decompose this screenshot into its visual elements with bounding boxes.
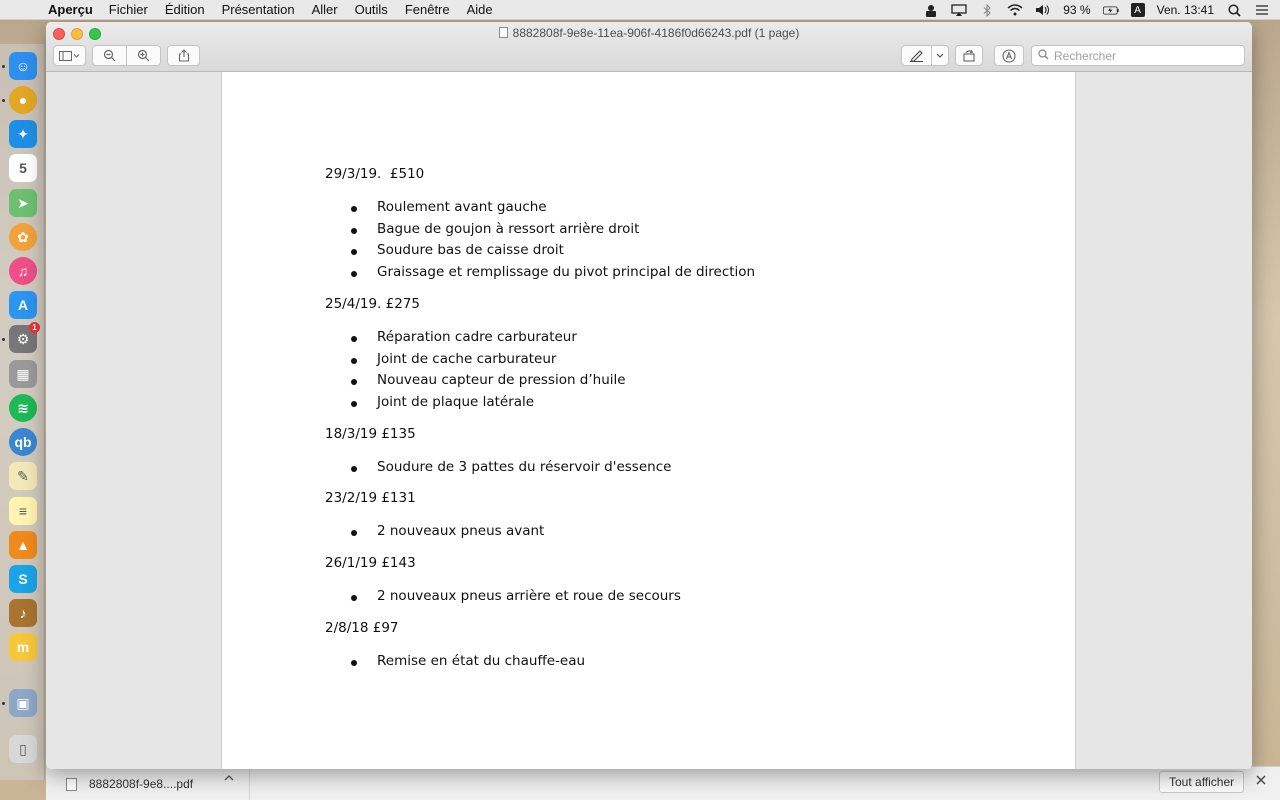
markup-pen-button[interactable] [902, 46, 931, 65]
entry-date-amount: 29/3/19. £510 [325, 166, 425, 182]
photos-icon-glyph: ✿ [17, 228, 29, 245]
running-indicator [2, 65, 5, 68]
menu-aller[interactable]: Aller [311, 2, 338, 17]
title-bar [46, 22, 1252, 72]
wifi-icon[interactable] [1007, 4, 1023, 17]
repair-item: Soudure bas de caisse droit [377, 242, 564, 259]
search-field[interactable] [1031, 45, 1245, 66]
chevron-up-icon[interactable] [224, 772, 234, 784]
menu-list-icon[interactable] [1254, 4, 1270, 17]
garageband-icon-glyph: ♪ [19, 605, 27, 621]
bullet-point [351, 466, 357, 472]
downloads-divider [249, 767, 250, 800]
system-preferences-icon[interactable] [9, 325, 37, 353]
repair-item: Remise en état du chauffe-eau [377, 652, 586, 669]
window-title-text: 8882808f-9e8e-11ea-906f-4186f0d66243.pdf (1 page) [512, 26, 800, 40]
safari-icon[interactable] [9, 120, 37, 148]
user-lock-icon[interactable] [923, 4, 939, 17]
mail-app-icon-glyph: m [16, 639, 30, 655]
safari-icon-glyph: ✦ [17, 125, 29, 142]
skype-icon-glyph: S [18, 571, 28, 587]
running-indicator [2, 338, 5, 341]
repair-item: Bague de goujon à ressort arrière droit [377, 220, 640, 237]
repair-item: 2 nouveaux pneus arrière et roue de secours [377, 588, 681, 604]
rotate-button[interactable] [955, 45, 983, 66]
textedit-icon[interactable] [9, 462, 37, 490]
vlc-icon-glyph: ▲ [16, 537, 30, 553]
repair-item: Graissage et remplissage du pivot principal de direction [377, 264, 756, 281]
qbittorrent-icon[interactable] [9, 428, 37, 456]
download-item[interactable] [66, 773, 193, 795]
photos-icon[interactable] [9, 223, 37, 251]
preview-icon[interactable] [9, 689, 37, 717]
repair-item: Joint de cache carburateur [377, 350, 557, 367]
zoom-control [92, 45, 161, 66]
repair-item: Roulement avant gauche [377, 199, 547, 215]
skype-icon[interactable] [9, 565, 37, 593]
download-file-name: 8882808f-9e8....pdf [89, 777, 194, 791]
menu-outils[interactable]: Outils [354, 2, 388, 17]
menu-presentation[interactable]: Présentation [221, 2, 295, 17]
notes-icon[interactable] [9, 497, 37, 525]
entry-date-amount: 26/1/19 £143 [325, 555, 416, 571]
bullet-point [351, 249, 357, 255]
running-indicator [2, 99, 5, 102]
entry-date-amount: 2/8/18 £97 [325, 619, 399, 636]
rotate-icon [962, 49, 976, 62]
menu-edition[interactable]: Édition [164, 2, 205, 17]
notification-badge: 1 [29, 322, 40, 333]
calendar-icon-glyph: 5 [19, 160, 27, 176]
sidebar-toggle-button[interactable] [53, 45, 86, 66]
trash-icon-glyph: ▯ [19, 740, 27, 757]
maps-icon-glyph: ➤ [17, 194, 29, 211]
vlc-icon[interactable] [9, 531, 37, 559]
calculator-icon[interactable] [9, 360, 37, 388]
running-indicator [2, 702, 5, 705]
chrome-icon-glyph: ● [18, 92, 28, 108]
finder-icon[interactable] [9, 52, 37, 80]
chrome-icon[interactable] [9, 86, 37, 114]
zoom-in-icon [137, 49, 150, 62]
spotify-icon[interactable] [9, 394, 37, 422]
markup-pen-control [901, 45, 949, 66]
bullet-point [351, 358, 357, 364]
menu-bar [0, 0, 1280, 20]
app-store-icon-glyph: A [17, 297, 29, 313]
repair-item: Joint de plaque latérale [377, 393, 535, 410]
share-icon [178, 49, 190, 62]
finder-icon-glyph: ☺ [15, 58, 31, 74]
notes-icon-glyph: ≡ [18, 503, 28, 519]
itunes-icon-glyph: ♫ [17, 263, 29, 279]
battery-icon[interactable] [1103, 4, 1119, 17]
bullet-point [351, 336, 357, 342]
trash-icon[interactable] [9, 735, 37, 763]
chevron-down-icon [936, 53, 944, 58]
pdf-file-icon [66, 778, 77, 791]
bullet-point [351, 595, 357, 601]
repair-item: Nouveau capteur de pression d’huile [377, 372, 626, 389]
repair-item: 2 nouveaux pneus avant [377, 523, 545, 540]
calendar-icon[interactable] [9, 154, 37, 182]
menu-extras [923, 0, 1270, 20]
bullet-point [351, 228, 357, 234]
entry-date-amount: 23/2/19 £131 [325, 490, 416, 507]
markup-toolbar-button[interactable] [994, 45, 1024, 66]
share-button[interactable] [167, 45, 200, 66]
downloads-bar [46, 766, 1280, 800]
spotify-icon-glyph: ≋ [17, 399, 29, 416]
zoom-out-icon [103, 49, 116, 62]
close-downloads-bar-icon[interactable] [1256, 772, 1266, 788]
menu-app-name[interactable]: Aperçu [48, 2, 93, 17]
bullet-point [351, 271, 357, 277]
itunes-icon[interactable] [9, 257, 37, 285]
document-viewer[interactable] [46, 72, 1252, 769]
volume-icon[interactable] [1035, 4, 1051, 17]
bullet-point [351, 401, 357, 407]
zoom-in-button[interactable] [127, 46, 160, 65]
menu-fenetre[interactable]: Fenêtre [404, 2, 450, 17]
window-title [46, 26, 1252, 40]
spotlight-search-icon[interactable] [1226, 4, 1242, 17]
battery-percent[interactable]: 93 % [1063, 3, 1091, 17]
entry-date-amount: 25/4/19. £275 [325, 295, 420, 312]
preview-icon-glyph: ▣ [16, 694, 30, 711]
menu-aide[interactable]: Aide [466, 2, 493, 17]
bluetooth-icon[interactable] [979, 4, 995, 17]
pdf-page [221, 72, 1076, 769]
show-all-downloads-button[interactable]: Tout afficher [1159, 771, 1244, 793]
input-source-indicator[interactable]: A [1131, 3, 1145, 17]
maps-icon[interactable] [9, 189, 37, 217]
pen-icon [909, 49, 924, 62]
sidebar-icon [59, 51, 81, 61]
preview-window [46, 22, 1252, 769]
qbittorrent-icon-glyph: qb [14, 434, 32, 450]
calculator-icon-glyph: ▦ [16, 365, 30, 382]
clock[interactable]: Ven. 13:41 [1156, 3, 1214, 17]
bullet-point [351, 379, 357, 385]
repair-item: Réparation cadre carburateur [377, 328, 577, 345]
garageband-icon[interactable] [9, 599, 37, 627]
search-icon [1038, 49, 1049, 63]
bullet-point [351, 530, 357, 536]
zoom-out-button[interactable] [93, 46, 126, 65]
menu-fichier[interactable]: Fichier [108, 2, 148, 17]
markup-icon [1002, 49, 1016, 63]
dock [0, 44, 45, 780]
pen-options-button[interactable] [932, 46, 948, 65]
pdf-document-icon [499, 27, 508, 38]
airplay-icon[interactable] [951, 4, 967, 17]
bullet-point [351, 206, 357, 212]
bullet-point [351, 660, 357, 666]
entry-date-amount: 18/3/19 £135 [325, 425, 416, 442]
mail-app-icon[interactable] [9, 633, 37, 661]
textedit-icon-glyph: ✎ [17, 467, 29, 484]
app-store-icon[interactable] [9, 291, 37, 319]
system-preferences-icon-glyph: ⚙ [16, 330, 30, 347]
search-placeholder: Rechercher [1054, 48, 1117, 63]
repair-item: Soudure de 3 pattes du réservoir d'essence [377, 458, 672, 475]
